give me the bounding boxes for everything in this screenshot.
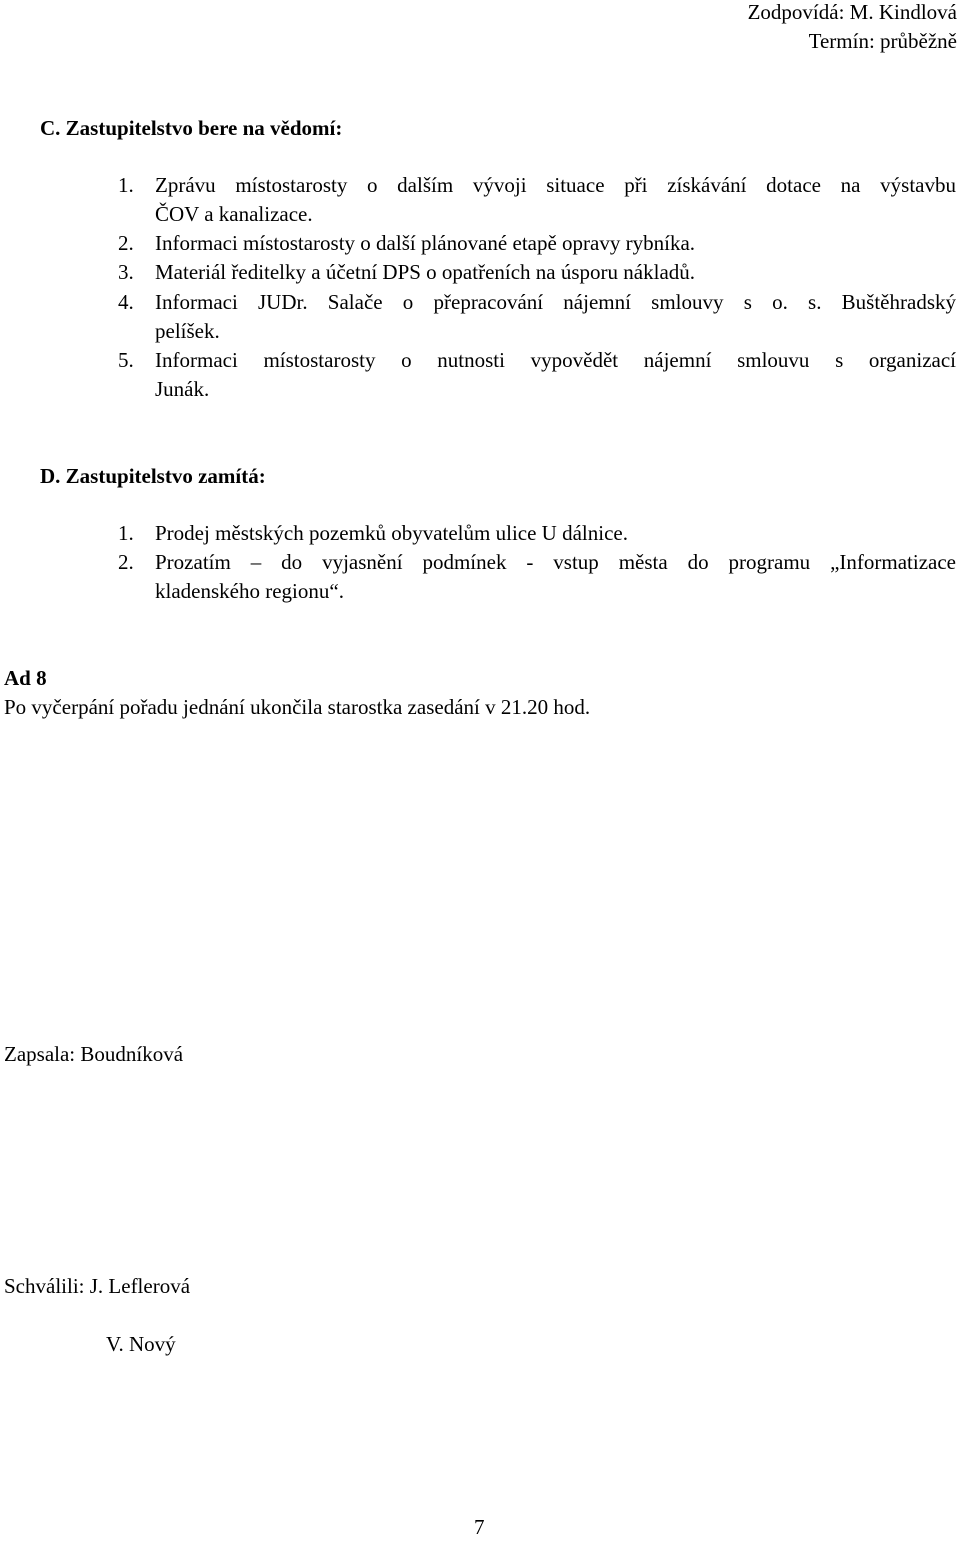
list-item-line: Prodej městských pozemků obyvatelům ulice U dálnice. — [155, 521, 628, 545]
ad8-heading: Ad 8 — [4, 666, 47, 690]
ad8-text: Po vyčerpání pořadu jednání ukončila starostka zasedání v 21.20 hod. — [4, 695, 591, 719]
list-item-line: Junák. — [155, 377, 210, 401]
deadline-line: Termín: průběžně — [808, 29, 957, 53]
responsible-line: Zodpovídá: M. Kindlová — [747, 0, 957, 24]
list-item-text — [155, 288, 956, 346]
list-item-number: 4. — [118, 290, 134, 314]
list-item-text — [155, 258, 956, 287]
list-item-text — [155, 171, 956, 229]
list-item-number: 2. — [118, 550, 134, 574]
list-item-number: 1. — [118, 521, 134, 545]
approved-by-second: V. Nový — [106, 1332, 176, 1356]
list-item-text — [155, 548, 956, 606]
list-item-number: 1. — [118, 173, 134, 197]
list-item — [118, 288, 956, 346]
list-item — [118, 346, 956, 404]
list-item-line: ČOV a kanalizace. — [155, 202, 313, 226]
list-item-line: Zprávu místostarosty o dalším vývoji situace při získávání dotace na výstavbu — [155, 173, 956, 197]
page-number: 7 — [474, 1515, 485, 1539]
list-item — [118, 519, 956, 548]
list-item — [118, 258, 956, 287]
recorded-by: Zapsala: Boudníková — [4, 1042, 184, 1066]
list-item — [118, 229, 956, 258]
list-item-line: pelíšek. — [155, 319, 220, 343]
list-item-line: Materiál ředitelky a účetní DPS o opatřeních na úsporu nákladů. — [155, 260, 696, 284]
list-item-line: Informaci JUDr. Salače o přepracování nájemní smlouvy s o. s. Buštěhradský — [155, 290, 956, 314]
section-c-heading: C. Zastupitelstvo bere na vědomí: — [40, 116, 343, 140]
list-item-text — [155, 346, 956, 404]
list-item — [118, 548, 956, 606]
list-item-text — [155, 519, 956, 548]
list-item-number: 2. — [118, 231, 134, 255]
list-item-line: Prozatím – do vyjasnění podmínek - vstup města do programu „Informatizace — [155, 550, 956, 574]
list-item-line: Informaci místostarosty o nutnosti vypovědět nájemní smlouvu s organizací — [155, 348, 956, 372]
approved-by-first: Schválili: J. Leflerová — [4, 1274, 191, 1298]
list-item-line: kladenského regionu“. — [155, 579, 344, 603]
list-item-line: Informaci místostarosty o další plánované etapě opravy rybníka. — [155, 231, 696, 255]
list-item — [118, 171, 956, 229]
list-item-text — [155, 229, 956, 258]
section-d-heading: D. Zastupitelstvo zamítá: — [40, 464, 266, 488]
list-item-number: 3. — [118, 260, 134, 284]
list-item-number: 5. — [118, 348, 134, 372]
